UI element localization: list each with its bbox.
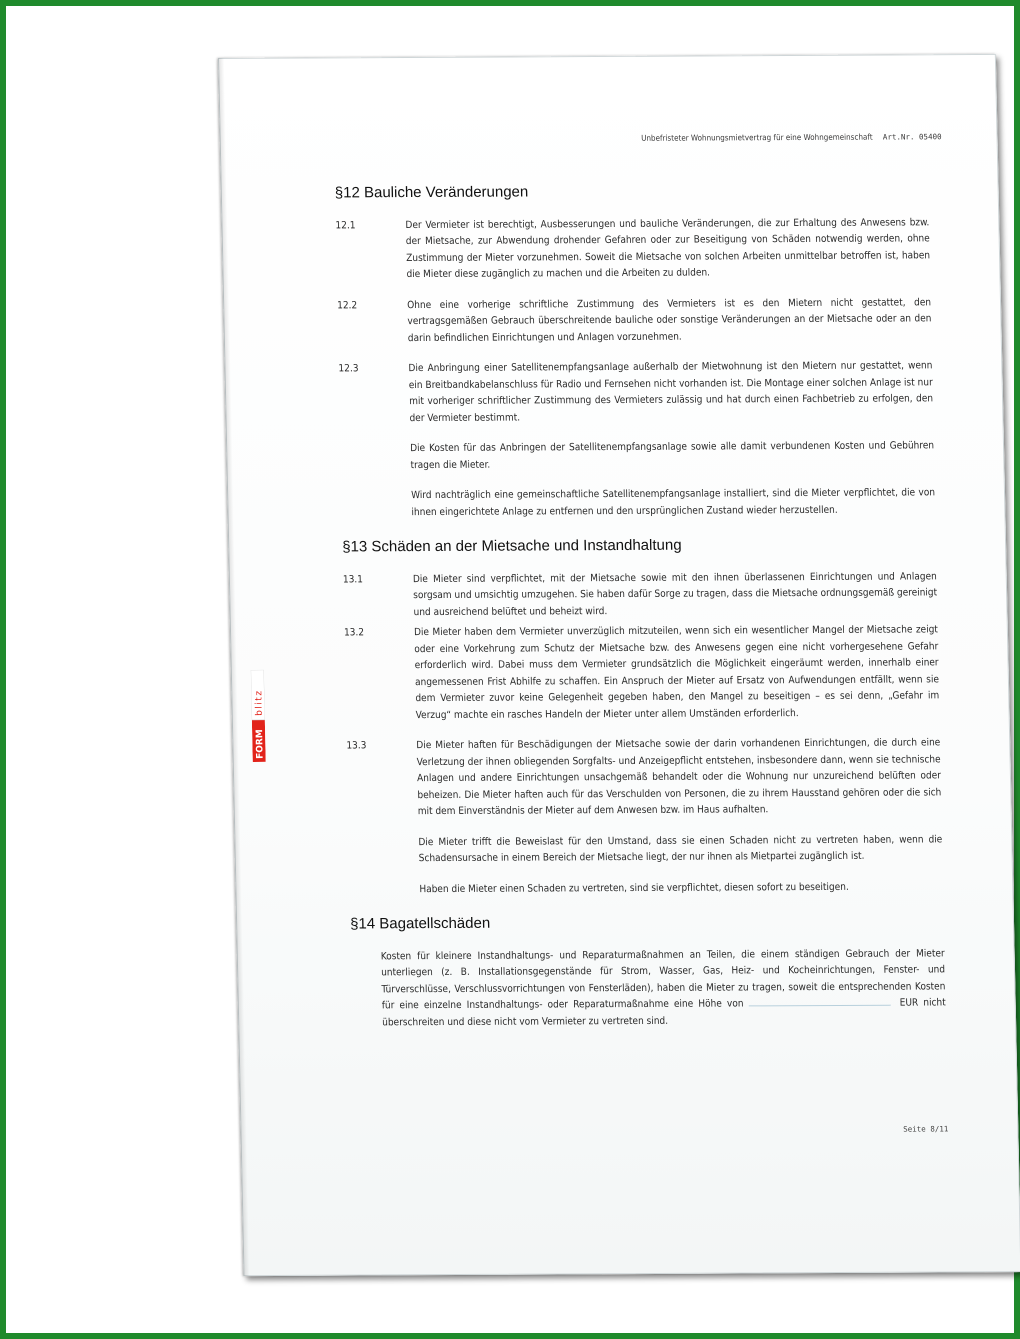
formblitz-logo (251, 670, 266, 762)
clause-12-1 (335, 215, 930, 284)
clause-text: Der Vermieter ist berechtigt, Ausbesserungen und bauliche Veränderungen, die zur Erhaltung des Anwesens bzw. der Mietsache, zur Abwendung drohender Gefahren oder zur Beseitigung von Schäden notwendig werden, ohne Zustimmung der Mieter vorzunehmen. Soweit die Mietsache von solchen Arbeiten unmittelbar betroffen ist, haben die Mieter diese zugänglich zu machen und die Arbeiten zu dulden. (405, 216, 931, 281)
section-14-text (351, 946, 947, 1032)
page-number: Seite 8/11 (903, 1124, 949, 1134)
paragraph: Kosten für kleinere Instandhaltungs- und Reparaturmaßnahmen an Teilen, die einem ständigen Gebrauch der Mieter unterliegen (z. B. Installationsgegenstände für Strom, Wasser, Gas, Heiz- und Kocheinrichtungen, Fenster- und Türverschlüsse, Verschlussvorrichtungen von Fensterläden), haben die Mieter zu tragen, soweit die entsprechenden Kosten für eine einzelne Instandhaltungs- oder Reparaturmaßnahme eine Höhe von (380, 947, 946, 1012)
clause-13-3 (346, 735, 942, 821)
clause-text: Die Mieter sind verpflichtet, mit der Mietsache sowie mit den ihnen überlassenen Einrichtungen und Anlagen sorgsam und umsichtig umzugehen. Sie haben dafür Sorge zu tragen, dass die Mietsache ordnungsgemäß gereinigt und ausreichend belüftet und beheizt wird. (412, 570, 938, 618)
paragraph-end: EUR nicht überschreiten und diese nicht vom Vermieter zu vertreten sind. (382, 997, 946, 1028)
section-13 (342, 536, 943, 898)
clause-12-2 (337, 295, 932, 348)
clause-text: Ohne eine vorherige schriftliche Zustimmung des Vermieters ist es den Mietern nicht gestattet, den vertragsgemäßen Gebrauch überschreitende bauliche oder sonstige Veränderungen an der Mietsache oder an den darin befindlichen Einrichtungen und Anlagen vorzunehmen. (407, 296, 932, 344)
amount-blank-line[interactable] (749, 1005, 891, 1007)
section-14-heading: §14 Bagatellschäden (349, 914, 491, 933)
paragraph: Wird nachträglich eine gemeinschaftliche Satellitenempfangsanlage installiert, sind die Mieter verpflichtet, die von ihnen eingerichtete Anlage zu entfernen und den ursprünglichen Zustand wieder herzustellen. (411, 487, 936, 518)
document-title: Unbefristeter Wohnungsmietvertrag für eine Wohngemeinschaft (641, 132, 873, 143)
clause-number: 13.2 (343, 627, 365, 639)
section-13-heading: §13 Schäden an der Mietsache und Instandhaltung (342, 536, 682, 556)
clause-number: 12.2 (337, 299, 358, 311)
paragraph: Die Kosten für das Anbringen der Satellitenempfangsanlage sowie alle damit verbundenen Kosten und Gebühren tragen die Mieter. (410, 440, 935, 471)
clause-text: Die Mieter haben dem Vermieter unverzüglich mitzuteilen, wenn sich ein wesentlicher Mangel der Mietsache zeigt oder eine Vorkehrung zum Schutz der Mietsache bzw. des Anwesens gegen eine nicht vorhergesehene Gefahr erforderlich wird. Dabei muss dem Vermieter grundsätzlich die Möglichkeit eingeräumt werden, innerhalb einer angemessenen Frist Abhilfe zu schaffen. Ein Anspruch der Mieter auf Ersatz von Aufwendungen entfällt, wenn sie dem Vermieter zuvor keine Gelegenheit gegeben haben, den Mangel zu beseitigen – es sei denn, „Gefahr im Verzug“ machte ein rasches Handeln der Mieter unter allem Umständen erforderlich. (413, 624, 940, 721)
clause-text: Die Anbringung einer Satellitenempfangsanlage außerhalb der Mietwohnung ist den Mietern nur gestattet, wenn ein Breitbandkabelanschluss für Radio und Fernsehen nicht vorhanden ist. Die Montage einer solchen Anlage ist nur mit vorheriger schriftlicher Zustimmung des Vermieters zulässig und hat durch einen Fachbetrieb zu erfolgen, den der Vermieter bestimmt. (408, 360, 934, 424)
paragraph: Haben die Mieter einen Schaden zu vertreten, sind sie verpflichtet, diesen sofort zu beseitigen. (419, 881, 849, 895)
document-body (335, 182, 947, 1049)
clause-12-3 (338, 358, 933, 427)
logo-form-text: FORM (255, 729, 266, 759)
section-12-heading: §12 Bauliche Veränderungen (334, 183, 529, 202)
clause-number: 13.1 (342, 573, 364, 585)
paragraph: Die Mieter trifft die Beweislast für den Umstand, dass sie einen Schaden nicht zu vertreten haben, wenn die Schadensursache in einem Bereich der Mietsache liegt, der nur ihnen als Mietpartei zugänglich ist. (418, 833, 943, 865)
article-number: Art.Nr. 05400 (882, 132, 942, 142)
clause-number: 13.3 (346, 740, 367, 752)
clause-13-1 (343, 569, 938, 622)
logo-blitz-text: blitz (254, 689, 265, 716)
clause-number: 12.3 (338, 363, 359, 375)
clause-number: 12.1 (335, 219, 356, 231)
clause-13-2 (344, 622, 940, 724)
document-header (641, 132, 942, 143)
section-12 (335, 182, 936, 521)
document-page (218, 54, 1020, 1276)
clause-text: Die Mieter haften für Beschädigungen der Mietsache sowie der darin vorhandenen Einrichtungen, die durch eine Verletzung der ihnen obliegenden Sorgfalts- und Anzeigepflicht entstehen, insbesondere dann, wenn sie technische Anlagen und andere Einrichtungen unsachgemäß behandelt oder die Wohnung nur unzureichend belüften oder beheizen. Die Mieter haften auch für das Verschulden von Personen, die zu ihrem Hausstand gehören oder die sich mit dem Einverständnis der Mieter auf dem Anwesen bzw. im Haus aufhalten. (416, 737, 942, 818)
section-14 (350, 913, 946, 1031)
